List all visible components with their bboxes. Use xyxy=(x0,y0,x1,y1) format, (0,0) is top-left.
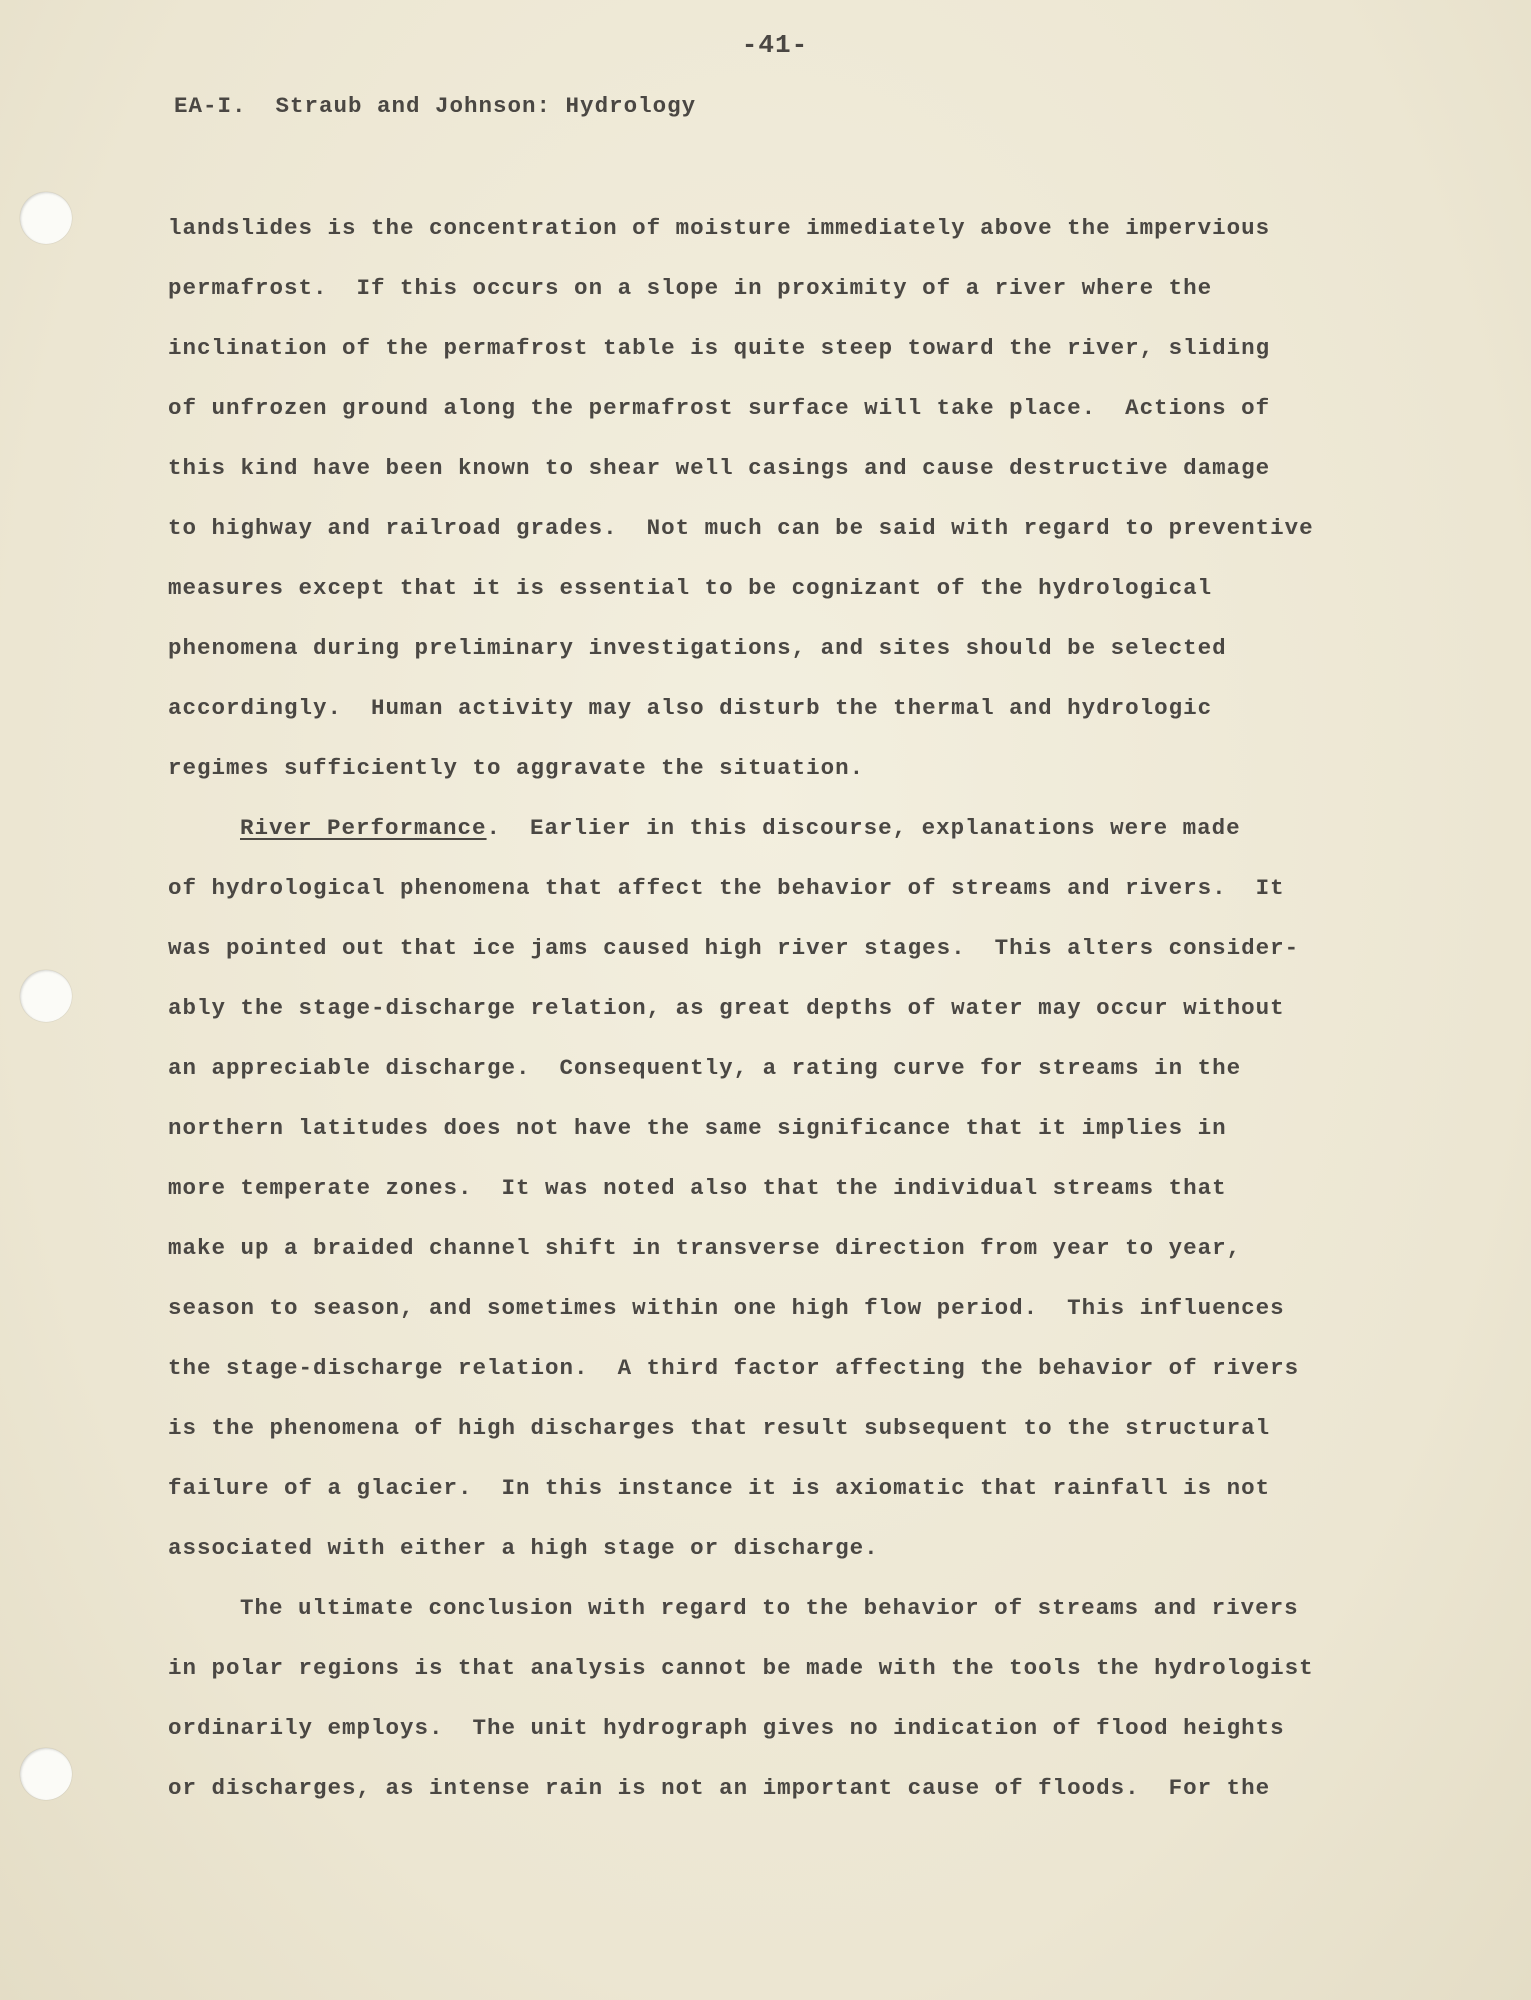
running-head: EA-I. Straub and Johnson: Hydrology xyxy=(174,93,697,119)
text-line: was pointed out that ice jams caused high river stages. This alters consider- xyxy=(168,935,1300,961)
punch-hole-middle xyxy=(20,970,72,1022)
text-line: of unfrozen ground along the permafrost surface will take place. Actions of xyxy=(168,395,1271,421)
text-line-rest: . Earlier in this discourse, explanations were made xyxy=(486,815,1241,841)
text-line: inclination of the permafrost table is quite steep toward the river, sliding xyxy=(168,335,1271,361)
paragraph-first-line xyxy=(168,813,1398,873)
text-line: landslides is the concentration of moisture immediately above the impervious xyxy=(168,215,1271,241)
paragraph-first-line: The ultimate conclusion with regard to the behavior of streams and rivers xyxy=(240,1595,1299,1621)
text-line: to highway and railroad grades. Not much can be said with regard to preventive xyxy=(168,515,1314,541)
text-line: failure of a glacier. In this instance it is axiomatic that rainfall is not xyxy=(168,1475,1271,1501)
text-line: measures except that it is essential to be cognizant of the hydrological xyxy=(168,575,1213,601)
text-line: northern latitudes does not have the same significance that it implies in xyxy=(168,1115,1227,1141)
text-line: an appreciable discharge. Consequently, a rating curve for streams in the xyxy=(168,1055,1242,1081)
text-line: phenomena during preliminary investigations, and sites should be selected xyxy=(168,635,1227,661)
text-line: the stage-discharge relation. A third factor affecting the behavior of rivers xyxy=(168,1355,1300,1381)
text-line: associated with either a high stage or discharge. xyxy=(168,1535,879,1561)
text-line: this kind have been known to shear well casings and cause destructive damage xyxy=(168,455,1271,481)
text-line: permafrost. If this occurs on a slope in proximity of a river where the xyxy=(168,275,1213,301)
text-line: or discharges, as intense rain is not an important cause of floods. For the xyxy=(168,1775,1271,1801)
text-line: in polar regions is that analysis cannot be made with the tools the hydrologist xyxy=(168,1655,1314,1681)
page-number: -41- xyxy=(741,30,809,60)
text-line: ably the stage-discharge relation, as great depths of water may occur without xyxy=(168,995,1285,1021)
text-line: of hydrological phenomena that affect the behavior of streams and rivers. It xyxy=(168,875,1285,901)
text-line: regimes sufficiently to aggravate the situation. xyxy=(168,755,865,781)
text-line: more temperate zones. It was noted also that the individual streams that xyxy=(168,1175,1227,1201)
text-line: accordingly. Human activity may also disturb the thermal and hydrologic xyxy=(168,695,1213,721)
text-line: season to season, and sometimes within one high flow period. This influences xyxy=(168,1295,1285,1321)
text-line: is the phenomena of high discharges that result subsequent to the structural xyxy=(168,1415,1271,1441)
text-line: make up a braided channel shift in transverse direction from year to year, xyxy=(168,1235,1242,1261)
punch-hole-bottom xyxy=(20,1748,72,1800)
punch-hole-top xyxy=(20,192,72,244)
section-heading-river-performance: River Performance xyxy=(240,815,487,841)
body-text xyxy=(168,213,1398,1833)
text-line: ordinarily employs. The unit hydrograph gives no indication of flood heights xyxy=(168,1715,1285,1741)
